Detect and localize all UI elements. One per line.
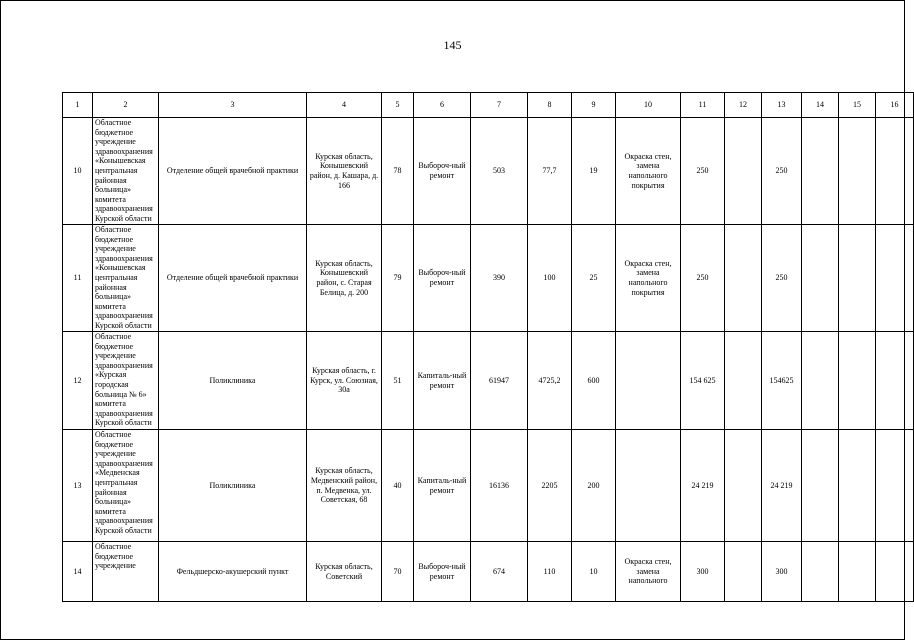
header-cell: 4 (307, 93, 382, 118)
institution-name-cell: Областное бюджетное учреждение (93, 542, 159, 602)
repair-type-cell: Капиталь-ный ремонт (414, 332, 471, 430)
capacity-cell: 19 (572, 118, 616, 225)
address-cell: Курская область, Советский (307, 542, 382, 602)
col-15-cell (839, 430, 876, 542)
capacity-cell: 600 (572, 332, 616, 430)
header-cell: 12 (725, 93, 762, 118)
header-cell: 1 (63, 93, 93, 118)
institution-name-cell: Областное бюджетное учреждение здравоохранения «Курская городская больница № 6» комитета здравоохранения Курской области (93, 332, 159, 430)
table-row (63, 225, 914, 332)
facility-type-cell: Фельдшерско-акушерский пункт (159, 542, 307, 602)
row-number-cell: 10 (63, 118, 93, 225)
volume-cell: 77,7 (528, 118, 572, 225)
col-16-cell (876, 332, 914, 430)
volume-cell: 4725,2 (528, 332, 572, 430)
cost-regional-cell: 154625 (762, 332, 802, 430)
table-row (63, 118, 914, 225)
header-cell: 5 (382, 93, 414, 118)
area-cell: 61947 (471, 332, 528, 430)
col-14-cell (802, 332, 839, 430)
address-cell: Курская область, г. Курск, ул. Союзная, 30а (307, 332, 382, 430)
area-cell: 16136 (471, 430, 528, 542)
repair-type-cell: Капиталь-ный ремонт (414, 430, 471, 542)
year-built-cell: 40 (382, 430, 414, 542)
work-description-cell: Окраска стен, замена напольного (616, 542, 681, 602)
header-cell: 9 (572, 93, 616, 118)
col-15-cell (839, 225, 876, 332)
col-12-cell (725, 542, 762, 602)
cost-regional-cell: 250 (762, 225, 802, 332)
cost-total-cell: 250 (681, 118, 725, 225)
table-header-row (63, 93, 914, 118)
col-15-cell (839, 118, 876, 225)
cost-total-cell: 24 219 (681, 430, 725, 542)
cost-regional-cell: 250 (762, 118, 802, 225)
volume-cell: 2205 (528, 430, 572, 542)
cost-regional-cell: 24 219 (762, 430, 802, 542)
area-cell: 674 (471, 542, 528, 602)
institution-name-cell: Областное бюджетное учреждение здравоохранения «Конышевская центральная районная больница» комитета здравоохранения Курской области (93, 225, 159, 332)
col-14-cell (802, 430, 839, 542)
cost-total-cell: 300 (681, 542, 725, 602)
col-16-cell (876, 430, 914, 542)
col-12-cell (725, 118, 762, 225)
page-number: 145 (443, 38, 462, 52)
col-14-cell (802, 118, 839, 225)
capacity-cell: 10 (572, 542, 616, 602)
row-number-cell: 14 (63, 542, 93, 602)
header-cell: 15 (839, 93, 876, 118)
cost-total-cell: 154 625 (681, 332, 725, 430)
institution-name-cell: Областное бюджетное учреждение здравоохранения «Медвенская центральная районная больница» комитета здравоохранения Курской области (93, 430, 159, 542)
col-14-cell (802, 225, 839, 332)
header-cell: 13 (762, 93, 802, 118)
capacity-cell: 200 (572, 430, 616, 542)
table-container (62, 92, 899, 586)
header-cell: 10 (616, 93, 681, 118)
year-built-cell: 70 (382, 542, 414, 602)
repair-type-cell: Выбороч-ный ремонт (414, 118, 471, 225)
col-15-cell (839, 542, 876, 602)
header-cell: 6 (414, 93, 471, 118)
header-cell: 16 (876, 93, 914, 118)
work-description-cell: Окраска стен, замена напольного покрытия (616, 118, 681, 225)
year-built-cell: 79 (382, 225, 414, 332)
work-description-cell (616, 332, 681, 430)
address-cell: Курская область, Медвенский район, п. Медвенка, ул. Советская, 68 (307, 430, 382, 542)
table-row (63, 332, 914, 430)
col-16-cell (876, 542, 914, 602)
col-16-cell (876, 118, 914, 225)
row-number-cell: 12 (63, 332, 93, 430)
facility-type-cell: Отделение общей врачебной практики (159, 118, 307, 225)
cost-total-cell: 250 (681, 225, 725, 332)
year-built-cell: 51 (382, 332, 414, 430)
facility-type-cell: Поликлиника (159, 332, 307, 430)
repair-type-cell: Выбороч-ный ремонт (414, 225, 471, 332)
volume-cell: 110 (528, 542, 572, 602)
area-cell: 503 (471, 118, 528, 225)
header-cell: 8 (528, 93, 572, 118)
volume-cell: 100 (528, 225, 572, 332)
cost-regional-cell: 300 (762, 542, 802, 602)
data-table (62, 92, 914, 602)
col-16-cell (876, 225, 914, 332)
col-15-cell (839, 332, 876, 430)
work-description-cell (616, 430, 681, 542)
facility-type-cell: Отделение общей врачебной практики (159, 225, 307, 332)
institution-name-cell: Областное бюджетное учреждение здравоохранения «Конышевская центральная районная больница» комитета здравоохранения Курской области (93, 118, 159, 225)
col-12-cell (725, 332, 762, 430)
capacity-cell: 25 (572, 225, 616, 332)
header-cell: 14 (802, 93, 839, 118)
header-cell: 2 (93, 93, 159, 118)
area-cell: 390 (471, 225, 528, 332)
row-number-cell: 13 (63, 430, 93, 542)
col-12-cell (725, 430, 762, 542)
address-cell: Курская область, Конышевский район, с. Старая Белица, д. 200 (307, 225, 382, 332)
header-cell: 7 (471, 93, 528, 118)
facility-type-cell: Поликлиника (159, 430, 307, 542)
year-built-cell: 78 (382, 118, 414, 225)
header-cell: 3 (159, 93, 307, 118)
address-cell: Курская область, Конышевский район, д. Кашара, д. 166 (307, 118, 382, 225)
col-14-cell (802, 542, 839, 602)
header-cell: 11 (681, 93, 725, 118)
row-number-cell: 11 (63, 225, 93, 332)
table-row (63, 542, 914, 602)
table-row (63, 430, 914, 542)
repair-type-cell: Выбороч-ный ремонт (414, 542, 471, 602)
work-description-cell: Окраска стен, замена напольного покрытия (616, 225, 681, 332)
col-12-cell (725, 225, 762, 332)
